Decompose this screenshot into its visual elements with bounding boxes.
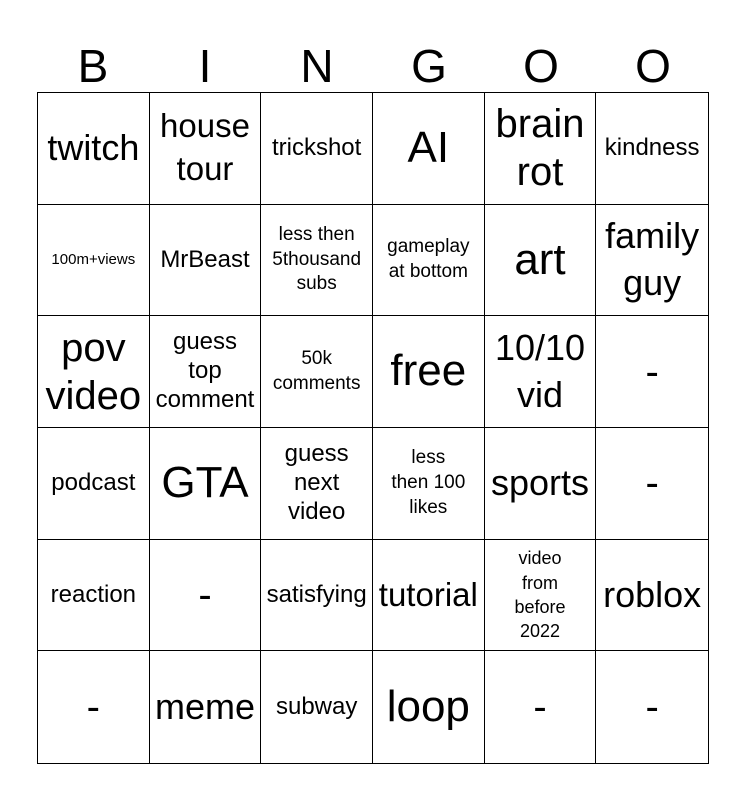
bingo-cell[interactable] — [596, 316, 708, 428]
bingo-cell[interactable] — [485, 540, 597, 652]
bingo-cell[interactable] — [38, 428, 150, 540]
bingo-cell[interactable] — [38, 540, 150, 652]
bingo-cell[interactable] — [596, 205, 708, 317]
bingo-cell[interactable] — [150, 540, 262, 652]
bingo-cell[interactable] — [261, 93, 373, 205]
bingo-cell[interactable] — [150, 651, 262, 763]
bingo-cell[interactable] — [150, 205, 262, 317]
header-letter-i: I — [198, 40, 212, 92]
cell-label: kindness — [604, 133, 700, 161]
bingo-cell[interactable] — [485, 205, 597, 317]
bingo-cell[interactable] — [485, 428, 597, 540]
cell-label: reaction — [50, 580, 137, 608]
cell-label: loop — [386, 681, 470, 731]
bingo-cell[interactable] — [485, 651, 597, 763]
bingo-cell[interactable] — [373, 428, 485, 540]
cell-label: - — [645, 461, 659, 506]
bingo-cell[interactable] — [38, 316, 150, 428]
bingo-cell[interactable] — [596, 651, 708, 763]
cell-label: guess next video — [284, 440, 349, 525]
bingo-cell[interactable] — [150, 93, 262, 205]
bingo-cell[interactable] — [38, 651, 150, 763]
bingo-cell[interactable] — [373, 93, 485, 205]
cell-label: GTA — [161, 457, 249, 507]
bingo-cell[interactable] — [38, 205, 150, 317]
bingo-cell[interactable] — [261, 428, 373, 540]
cell-label: 50k comments — [272, 347, 361, 394]
cell-label: tutorial — [378, 575, 478, 613]
bingo-header — [37, 38, 709, 94]
cell-label: video from before 2022 — [514, 548, 566, 642]
cell-label: guess top comment — [155, 328, 255, 414]
cell-label: meme — [154, 685, 255, 727]
bingo-cell[interactable] — [261, 540, 373, 652]
bingo-cell[interactable] — [373, 540, 485, 652]
cell-label: brain rot — [495, 102, 585, 195]
bingo-cell[interactable] — [373, 205, 485, 317]
cell-label: less then 100 likes — [391, 447, 466, 518]
cell-label: AI — [407, 122, 450, 172]
cell-label: - — [533, 685, 547, 730]
header-letter-g: G — [411, 40, 447, 92]
bingo-cell[interactable] — [261, 316, 373, 428]
bingo-card — [37, 92, 709, 764]
cell-label: satisfying — [266, 580, 367, 608]
cell-label: gameplay at bottom — [387, 236, 470, 282]
cell-label: house tour — [160, 107, 250, 188]
cell-label: - — [198, 572, 212, 617]
bingo-cell[interactable] — [261, 651, 373, 763]
header-letter-b: B — [77, 40, 109, 92]
bingo-cell[interactable] — [596, 540, 708, 652]
bingo-cell[interactable] — [150, 316, 262, 428]
cell-label: podcast — [51, 468, 136, 496]
bingo-cell[interactable] — [150, 428, 262, 540]
bingo-cell[interactable] — [485, 316, 597, 428]
cell-label: MrBeast — [160, 245, 250, 273]
cell-label: twitch — [47, 126, 140, 168]
header-letter-n: N — [300, 40, 334, 92]
cell-label: family guy — [605, 215, 700, 303]
bingo-cell[interactable] — [373, 651, 485, 763]
bingo-cell[interactable] — [596, 93, 708, 205]
bingo-cell[interactable] — [596, 428, 708, 540]
bingo-cell[interactable] — [38, 93, 150, 205]
cell-label: sports — [490, 461, 590, 503]
cell-label: - — [86, 685, 100, 730]
bingo-cell[interactable] — [261, 205, 373, 317]
cell-label: - — [645, 349, 659, 394]
cell-label: art — [514, 234, 566, 284]
cell-label: 100m+views — [51, 250, 136, 268]
cell-label: free — [390, 346, 467, 396]
bingo-cell[interactable] — [485, 93, 597, 205]
cell-label: trickshot — [271, 133, 362, 161]
cell-label: 10/10 vid — [494, 326, 586, 415]
header-letter-o-2: O — [635, 40, 671, 92]
bingo-cell[interactable] — [373, 316, 485, 428]
header-letter-o: O — [523, 40, 559, 92]
cell-label: - — [645, 685, 659, 730]
cell-label: subway — [275, 692, 358, 720]
cell-label: less then 5thousand subs — [272, 223, 362, 295]
cell-label: roblox — [603, 573, 702, 615]
cell-label: pov video — [45, 325, 142, 418]
